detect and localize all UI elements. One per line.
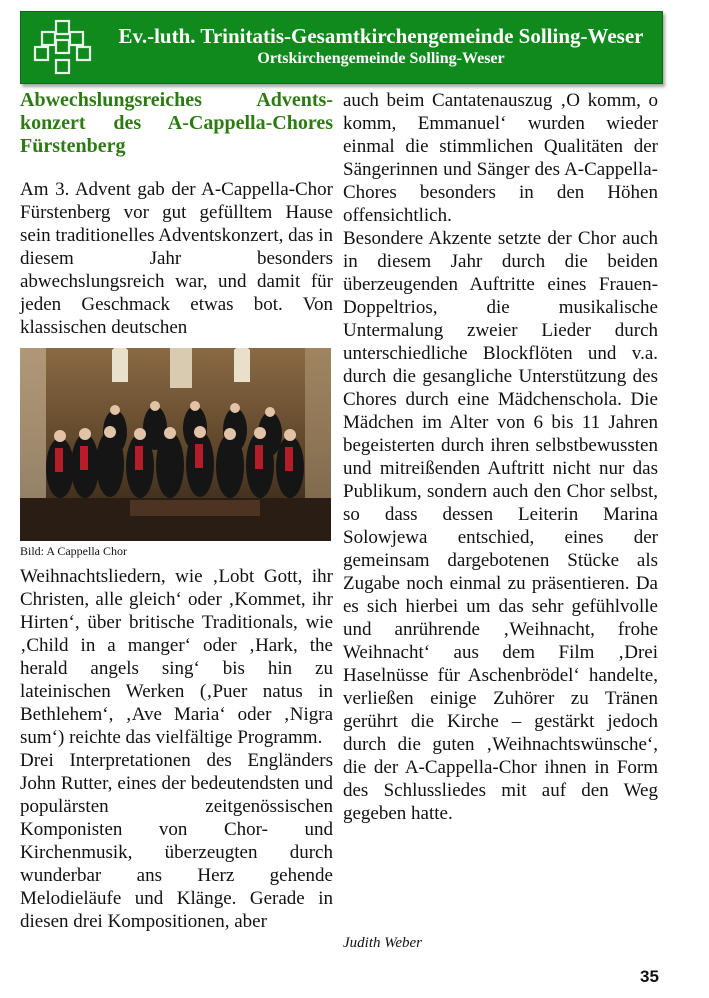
header-subtitle: Ortskirchengemeinde Solling-Weser	[257, 50, 505, 67]
squares-logo-icon	[32, 19, 92, 75]
left-column	[20, 89, 333, 339]
page-number: 35	[640, 967, 659, 986]
article-lead: Am 3. Advent gab der A-Cappella-Chor Fürstenberg vor gut gefülltem Hause sein traditionelles Adventskonzert, das in diesem Jahr besonders abwechslungsreich war, und damit für jeden Geschmack etwas bot. Von klassischen deutschen	[20, 179, 333, 338]
article-paragraph: auch beim Cantatenauszug ‚O komm, o komm, Emmanuel‘ wurden wieder einmal die stimmlichen Qualitäten der Sängerinnen und Sänger des A-Cappella-Chores besonders in den Höhen offensichtlich.	[343, 90, 658, 226]
article-paragraph: Weihnachtsliedern, wie ‚Lobt Gott, ihr Christen, alle gleich‘ oder ‚Kommet, ihr Hirten‘, über britische Traditionals, wie ‚Child in a manger‘ oder ‚Hark, the herald angels sing‘ bis hin zu lateinischen Werken (‚Puer natus in Bethlehem‘, ‚Ave Maria‘ oder ‚Nigra sum‘) reichte das vielfältige Programm.	[20, 566, 333, 748]
left-column-continued	[20, 565, 333, 933]
right-column	[343, 89, 658, 825]
article-paragraph: Drei Interpretationen des Engländers John Rutter, eines der bedeutendsten und populärsten zeitgenössischen Komponisten von Chor- und Kirchenmusik, überzeugten durch wunderbar ans Herz gehende Melodieläufe und Klänge. Gerade in diesen drei Kompositionen, aber	[20, 750, 333, 932]
page-header	[20, 11, 663, 84]
article-author: Judith Weber	[343, 935, 423, 951]
choir-photo	[20, 348, 331, 541]
photo-caption: Bild: A Cappella Chor	[20, 544, 127, 558]
article-paragraph: Besondere Akzente setzte der Chor auch in diesem Jahr durch die beiden überzeugenden Auftritte eines Frauen-Doppeltrios, die musikalische Untermalung zweier Lieder durch unterschiedliche Blockflöten und v.a. durch die gesangliche Unterstützung des Chores durch eine Mädchenschola. Die Mädchen im Alter von 6 bis 11 Jahren begeisterten durch ihren selbstbewussten und mitreißenden Auftritt nicht nur das Publikum, sondern auch den Chor selbst, so dass dessen Leiterin Marina Solowjewa entschied, eines der gemeinsam dargebotenen Stücke als Zugabe noch einmal zu präsentieren. Da es sich hierbei um das sehr gefühlvolle und anrührende ‚Weihnacht, frohe Weihnacht‘ aus dem Film ‚Drei Haselnüsse für Aschenbrödel‘ handelte, verließen einige Zuhörer zu Tränen gerührt die Kirche – gestärkt jedoch durch die guten ‚Weihnachtswünsche‘, die der A-Cappella-Chor ihnen in Form des Schlussliedes mit auf den Weg gegeben hatte.	[343, 228, 658, 824]
header-title: Ev.-luth. Trinitatis-Gesamtkirchengemeinde Solling-Weser	[118, 24, 644, 48]
article-headline: Abwechslungsreiches Advents-konzert des A-Cappella-Chores Fürstenberg	[20, 89, 333, 157]
